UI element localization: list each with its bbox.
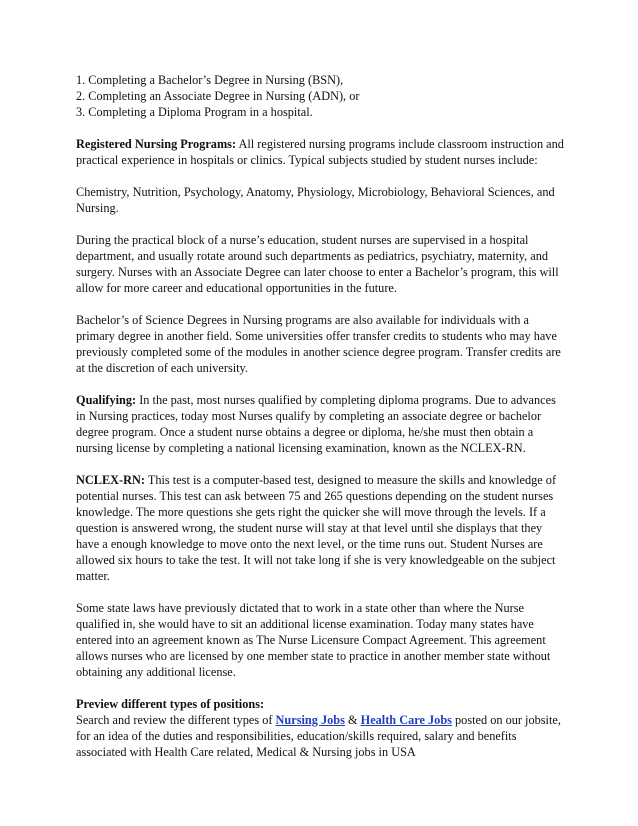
practical-block-paragraph: During the practical block of a nurse’s education, student nurses are supervised in a hospital department, and usually rotate around such departments as pediatrics, psychiatry, maternity, and surgery. Nurses with an Associate Degree can later choose to enter a Bachelor’s program, this will allow for more career and educational opportunities in the future. [76, 233, 559, 295]
registered-programs-text: All registered nursing programs include classroom instruction and practical experience in hospitals or clinics. Typical subjects studied by student nurses include: [76, 137, 564, 167]
subjects-paragraph: Chemistry, Nutrition, Psychology, Anatomy, Physiology, Microbiology, Behavioral Sciences, and Nursing. [76, 185, 555, 215]
nclex-text: This test is a computer-based test, designed to measure the skills and knowledge of potential nurses. This test can ask between 75 and 265 questions depending on the student nurses knowledge. The more questions she gets right the quicker she will move through the levels. If a question is answered wrong, the student nurse will stay at that level until she displays that they have a enough knowledge to move onto the next level, or the time runs out. Student Nurses are allowed six hours to take the test. It will not take long if she is very knowledgeable on the subject matter. [76, 473, 557, 583]
list-item-bsn: 1. Completing a Bachelor’s Degree in Nursing (BSN), [76, 73, 344, 87]
registered-programs-label: Registered Nursing Programs: [76, 137, 237, 151]
state-laws-paragraph: Some state laws have previously dictated that to work in a state other than where the Nurse qualified in, she would have to sit an additional license examination. Today many states have entered into an agreement known as The Nurse Licensure Compact Agreement. This agreement allows nurses who are licensed by one member state to practice in another member state without obtaining any additional license. [76, 601, 551, 679]
preview-ampersand: & [344, 713, 361, 727]
registered-programs-paragraph [76, 136, 568, 168]
preview-paragraph [76, 696, 568, 760]
list-item-adn: 2. Completing an Associate Degree in Nursing (ADN), or [76, 89, 360, 103]
qualifying-text: In the past, most nurses qualified by completing diploma programs. Due to advances in Nursing practices, today most Nurses qualify by completing an associate degree or bachelor degree program. Once a student nurse obtains a degree or diploma, he/she must then obtain a nursing license by completing a national licensing examination, known as the NCLEX-RN. [76, 393, 556, 455]
preview-heading: Preview different types of positions: [76, 697, 265, 711]
bachelors-paragraph: Bachelor’s of Science Degrees in Nursing programs are also available for individuals with a primary degree in another field. Some universities offer transfer credits to students who may have previously completed some of the modules in another science degree program. Transfer credits are at the discretion of each university. [76, 313, 561, 375]
degree-list [76, 72, 568, 120]
preview-text-after: posted on our jobsite, for an idea of the duties and responsibilities, education/skills required, salary and benefits associated with Health Care related, Medical & Nursing jobs in USA [76, 713, 561, 759]
preview-text-before: Search and review the different types of [76, 713, 276, 727]
document-body [76, 72, 568, 776]
nclex-label: NCLEX-RN: [76, 473, 145, 487]
list-item-diploma: 3. Completing a Diploma Program in a hospital. [76, 105, 313, 119]
qualifying-label: Qualifying: [76, 393, 137, 407]
nclex-paragraph [76, 472, 568, 584]
qualifying-paragraph [76, 392, 568, 456]
nursing-jobs-link[interactable]: Nursing Jobs [275, 713, 345, 727]
health-care-jobs-link[interactable]: Health Care Jobs [360, 713, 452, 727]
